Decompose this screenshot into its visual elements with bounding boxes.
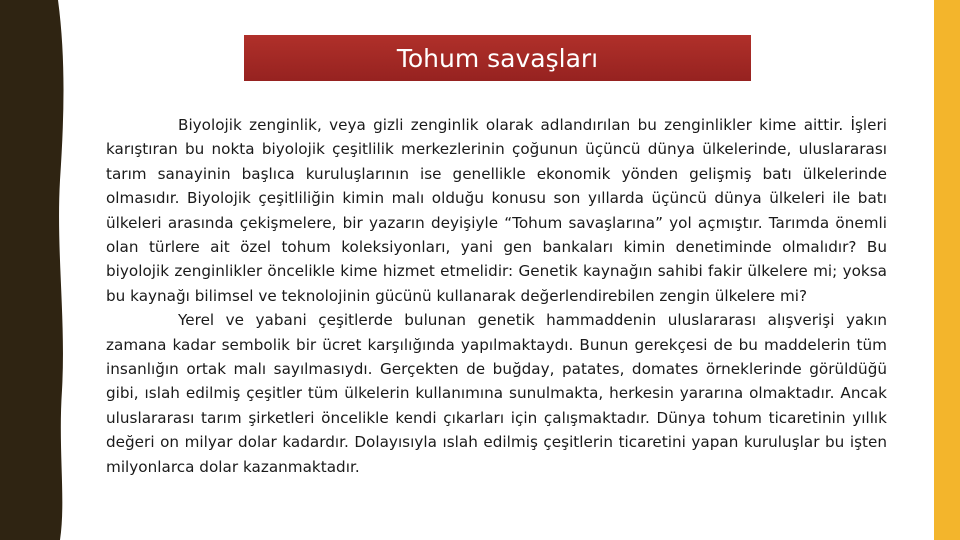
right-accent-band	[934, 0, 960, 540]
paragraph-1: Biyolojik zenginlik, veya gizli zenginlik olarak adlandırılan bu zenginlikler kime aittir. İşleri karıştıran bu nokta biyolojik çeşitlilik merkezlerinin çoğunun üçüncü dünya ülkelerinde, uluslararası tarım sanayinin başlıca kuruluşlarının ise genellikle ekonomik yönden gelişmiş batı ülkelerinde olmasıdır. Biyolojik çeşitliliğin kimin malı olduğu konusu son yıllarda üçüncü dünya ülkeleri ile batı ülkeleri arasında çekişmelere, bir yazarın deyişiyle “Tohum savaşlarına” yol açmıştır. Tarımda önemli olan türlere ait özel tohum koleksiyonları, yani gen bankaları kimin denetiminde olmalıdır? Bu biyolojik zenginlikler öncelikle kime hizmet etmelidir: Genetik kaynağın sahibi fakir ülkelere mi; yoksa bu kaynağı bilimsel ve teknolojinin gücünü kullanarak değerlendirebilen zengin ülkelere mi?	[106, 116, 887, 305]
slide-body	[106, 113, 887, 479]
left-decorative-band	[0, 0, 70, 540]
left-band-wave-edge	[0, 0, 70, 540]
slide-title-text: Tohum savaşları	[396, 43, 599, 73]
paragraph-2: Yerel ve yabani çeşitlerde bulunan genetik hammaddenin uluslararası alışverişi yakın zamana kadar sembolik bir ücret karşılığında yapılmaktaydı. Bunun gerekçesi de bu maddelerin tüm insanlığın ortak malı sayılmasıydı. Gerçekten de buğday, patates, domates örneklerinde görüldüğü gibi, ıslah edilmiş çeşitler tüm ülkelerin kullanımına sunulmakta, herkesin yararına olmaktadır. Ancak uluslararası tarım şirketleri öncelikle kendi çıkarları için çalışmaktadır. Dünya tohum ticaretinin yıllık değeri on milyar dolar kadardır. Dolayısıyla ıslah edilmiş çeşitlerin ticaretini yapan kuruluşlar bu işten milyonlarca dolar kazanmaktadır.	[106, 311, 887, 476]
slide-title	[244, 35, 751, 81]
